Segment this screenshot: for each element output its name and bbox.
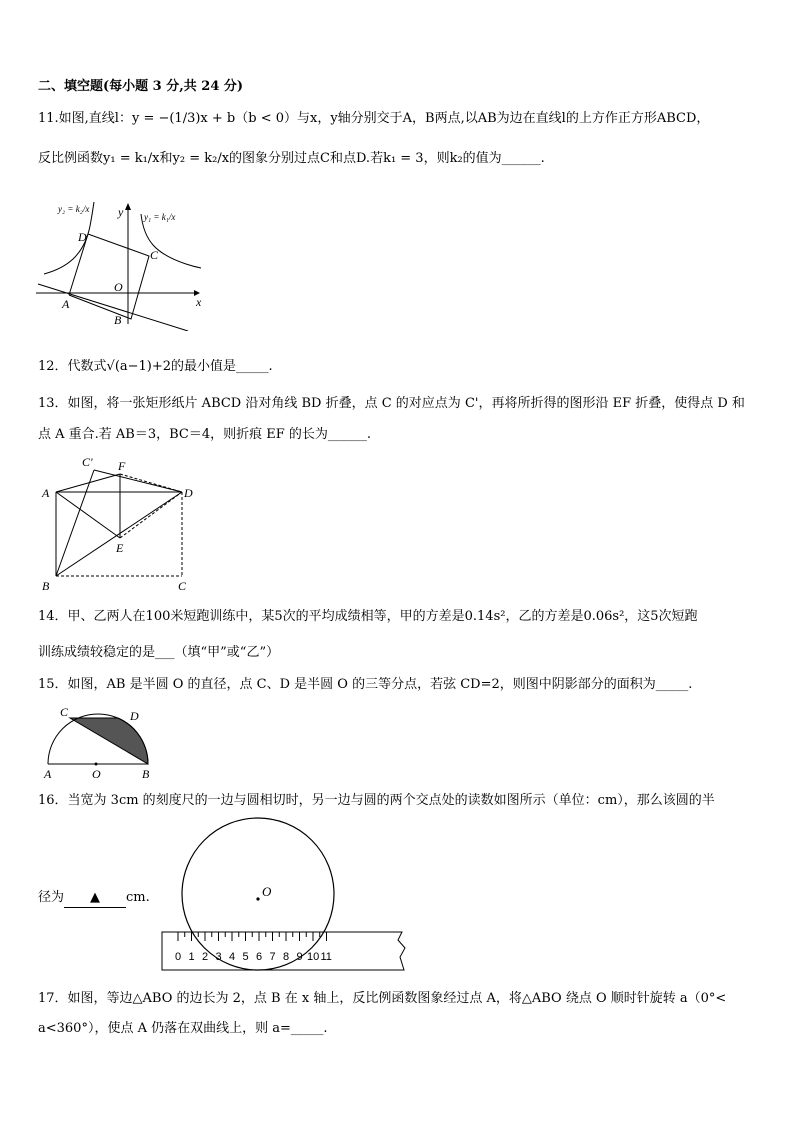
q11-label-D: D [78,230,87,244]
q16-label-O: O [262,884,272,899]
q11-label-y1: y₁ = k₁/x [144,212,176,222]
q16-suffix: cm. [126,890,150,905]
q16-figure [160,810,410,975]
q11-line1: 11.如图,直线l：y = −(1/3)x + b（b < 0）与x，y轴分别交于A，B两点,以AB为边在直线l的上方作正方形ABCD， [38,111,710,126]
q14-line1: 14．甲、乙两人在100米短跑训练中，某5次的平均成绩相等，甲的方差是0.14s²，乙的方差是0.06s²，这5次短跑 [38,609,698,624]
ruler-number: 5 [242,951,249,963]
q15-label-C: C [60,705,69,719]
ruler-number: 2 [202,951,209,963]
q13-label-A: A [42,486,50,500]
q17-line1: 17．如图，等边△ABO 的边长为 2，点 B 在 x 轴上，反比例函数图象经过点 A，将△ABO 绕点 O 顺时针旋转 a（0°< [38,991,727,1006]
q14-line2: 训练成绩较稳定的是___（填“甲”或“乙”） [38,645,280,660]
q12-text: 12．代数式√(a−1)+2的最小值是_____. [38,359,273,374]
triangle-icon: ▲ [90,890,101,905]
ruler-number: 4 [229,951,236,963]
q11-label-y2: y₂ = k₂/x [58,204,90,214]
q11-label-O: O [114,280,123,294]
q15-label-D: D [130,709,139,723]
q15-figure [38,702,158,782]
q11-label-A: A [62,297,70,311]
ruler-number: 1 [188,951,195,963]
q16-line2 [38,889,150,908]
q13-label-B: B [42,579,50,593]
q13-label-D: D [184,486,193,500]
q13-line1: 13．如图，将一张矩形纸片 ABCD 沿对角线 BD 折叠，点 C 的对应点为 C'，再将所折得的图形沿 EF 折叠，使得点 D 和 [38,396,745,411]
q13-line2: 点 A 重合.若 AB＝3，BC＝4，则折痕 EF 的长为______. [38,427,372,442]
q11-figure [36,196,206,331]
q16-prefix: 径为 [38,890,65,905]
q11-line2: 反比例函数y₁ = k₁/x和y₂ = k₂/x的图象分别过点C和点D.若k₁ = 3，则k₂的值为______. [38,151,545,166]
q11-label-x: x [196,295,202,309]
ruler-number: 3 [215,951,222,963]
q11-label-B: B [114,313,122,327]
q11-label-y: y [118,205,124,219]
q13-label-F: F [118,459,126,473]
q16-line1: 16．当宽为 3cm 的刻度尺的一边与圆相切时，另一边与圆的两个交点处的读数如图所示（单位：cm），那么该圆的半 [38,793,715,808]
q13-label-Cprime: C' [82,455,93,469]
q13-label-C: C [178,579,187,593]
section-header: 二、填空题(每小题 3 分,共 24 分) [38,79,244,94]
q16-answer-blank [64,889,126,908]
q11-label-C: C [150,248,159,262]
q15-label-O: O [92,767,101,781]
q15-label-B: B [142,767,150,781]
q13-figure [38,452,198,594]
ruler-number: 6 [256,951,263,963]
q17-line2: a<360°），使点 A 仍落在双曲线上，则 a=_____. [38,1021,328,1036]
ruler-number: 7 [269,951,276,963]
ruler-number: 9 [296,951,303,963]
ruler-number: 10 [307,951,320,963]
ruler-number: 11 [320,951,332,963]
q13-label-E: E [116,541,124,555]
ruler-number: 8 [283,951,290,963]
q15-text: 15．如图，AB 是半圆 O 的直径，点 C、D 是半圆 O 的三等分点，若弦 CD=2，则图中阴影部分的面积为_____. [38,677,693,692]
ruler-number: 0 [175,951,182,963]
q15-label-A: A [44,767,52,781]
